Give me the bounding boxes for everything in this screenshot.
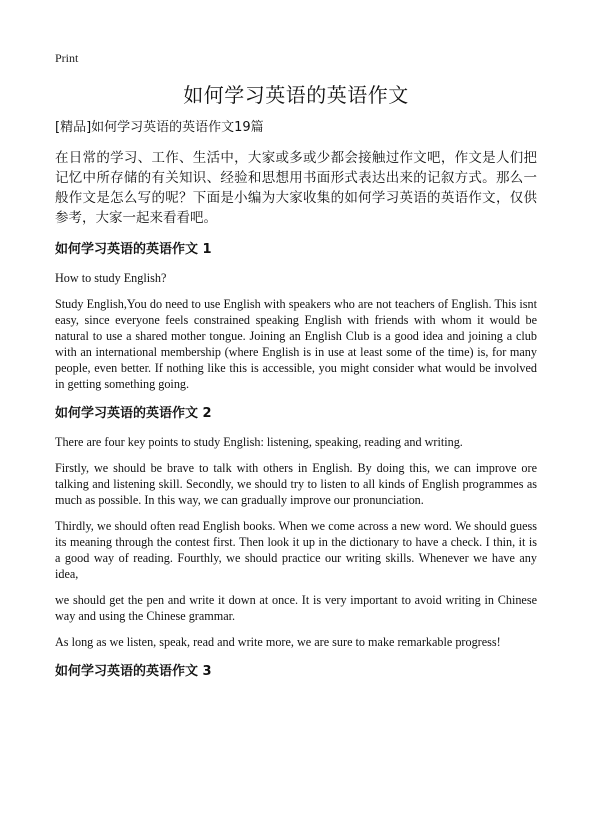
page-title: 如何学习英语的英语作文 [183,83,409,107]
section-heading-3: 如何学习英语的英语作文 3 [55,664,212,679]
section-2-paragraph-1: There are four key points to study English: listening, speaking, reading and writing. [55,435,463,449]
section-2-paragraph-3: Thirdly, we should often read English books. When we come across a new word. We should guess its meaning through the contest first. Then look it up in the dictionary to have a check. I thin, it is a good way of reading. Fourthly, we should practice our writing skills. Whenever we have any idea, [55,519,537,581]
print-link[interactable]: Print [55,51,79,65]
intro-paragraph: 在日常的学习、工作、生活中，大家或多或少都会接触过作文吧，作文是人们把记忆中所存储的有关知识、经验和思想用书面形式表达出来的记叙方式。那么一般作文是怎么写的呢？下面是小编为大家收集的如何学习英语的英语作文，仅供参考，大家一起来看看吧。 [55,150,537,226]
section-2-paragraph-4: we should get the pen and write it down at once. It is very important to avoid writing in Chinese way and using the Chinese grammar. [55,593,537,623]
section-1-paragraph-1: How to study English? [55,271,167,285]
subtitle: [精品]如何学习英语的英语作文19篇 [55,120,264,135]
section-2-paragraph-5: As long as we listen, speak, read and write more, we are sure to make remarkable progress! [55,635,501,649]
section-heading-1: 如何学习英语的英语作文 1 [55,242,212,257]
section-2-paragraph-2: Firstly, we should be brave to talk with others in English. By doing this, we can improve ore talking and listening skill. Secondly, we should try to listen to all kinds of English programmes as much as possible. In this way, we can gradually improve our pronunciation. [55,461,537,507]
section-1-paragraph-2: Study English,You do need to use English with speakers who are not teachers of English. This isnt easy, since everyone feels constrained speaking English with friends with whom it would be natural to use a shared mother tongue. Joining an English Club is a good idea and joining a club with an international membership (where English is in use at least some of the time) is, for many people, even better. If nothing like this is accessible, you might consider what would be involved in getting something going. [55,297,537,391]
section-heading-2: 如何学习英语的英语作文 2 [55,406,212,421]
